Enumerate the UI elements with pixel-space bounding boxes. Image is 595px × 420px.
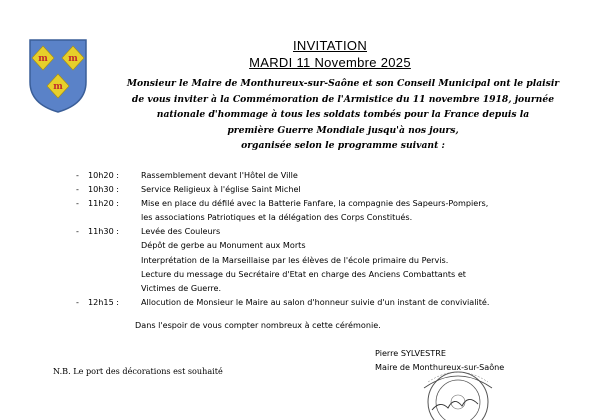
signer-name: Pierre SYLVESTRE — [375, 348, 446, 358]
program-item: - 10h30 : Service Religieux à l'église Saint Michel — [76, 182, 586, 196]
event-date: MARDI 11 Novembre 2025 — [249, 55, 411, 70]
intro-line: Monsieur le Maire de Monthureux-sur-Saône et son Conseil Municipal ont le plaisir — [126, 78, 560, 89]
svg-text:m: m — [53, 82, 63, 92]
program-description: Mise en place du défilé avec la Batterie Fanfare, la compagnie des Sapeurs-Pompiers, — [141, 198, 489, 209]
program-item: - 10h20 : Rassemblement devant l'Hôtel de Ville — [76, 168, 586, 182]
signer-role: Maire de Monthureux-sur-Saône — [375, 362, 505, 372]
program-time: 10h20 : — [88, 170, 120, 180]
program-description: les associations Patriotiques et la délégation des Corps Constitués. — [141, 212, 413, 223]
svg-text:m: m — [38, 54, 48, 64]
mairie-stamp-icon — [418, 360, 498, 420]
program-description: Service Religieux à l'église Saint Michel — [141, 184, 301, 195]
program-description: Rassemblement devant l'Hôtel de Ville — [141, 170, 298, 180]
intro-line: première Guerre Mondiale jusqu'à nos jours, — [227, 124, 459, 136]
program-item: - 11h20 : Mise en place du défilé avec la Batterie Fanfare, la compagnie des Sapeurs-Pompiers, — [76, 196, 586, 210]
closing-sentence: Dans l'espoir de vous compter nombreux à cette cérémonie. — [135, 320, 381, 330]
intro-line: nationale d'hommage à tous les soldats tombés pour la France depuis la — [156, 109, 530, 120]
program-description: Lecture du message du Secrétaire d'Etat en charge des Anciens Combattants et — [141, 268, 466, 279]
program-time: 11h30 : — [88, 226, 120, 237]
program-time: 12h15 : — [88, 296, 120, 307]
svg-text:m: m — [68, 54, 78, 64]
intro-line: de vous inviter à la Commémoration de l'Armistice du 11 novembre 1918, journée — [131, 93, 555, 105]
program-description: Dépôt de gerbe au Monument aux Morts — [141, 240, 306, 251]
program-description: Levée des Couleurs — [141, 226, 221, 237]
program-description: Interprétation de la Marseillaise par les élèves de l'école primaire du Pervis. — [141, 254, 449, 265]
program-time: 10h30 : — [88, 184, 120, 195]
program-list — [76, 168, 586, 309]
invitation-title: INVITATION — [292, 38, 368, 53]
intro-line: organisée selon le programme suivant : — [241, 140, 445, 151]
program-time: 11h20 : — [88, 198, 120, 209]
intro-paragraph — [96, 76, 590, 154]
program-item: - 11h30 : Levée des Couleurs — [76, 224, 586, 238]
program-description: Allocution de Monsieur le Maire au salon d'honneur suivie d'un instant de convivialité. — [141, 296, 490, 307]
program-description: Victimes de Guerre. — [141, 282, 222, 293]
program-item: - 12h15 : Allocution de Monsieur le Maire au salon d'honneur suivie d'un instant de convivialité. — [76, 295, 586, 309]
dress-note: N.B. Le port des décorations est souhaité — [53, 366, 223, 376]
